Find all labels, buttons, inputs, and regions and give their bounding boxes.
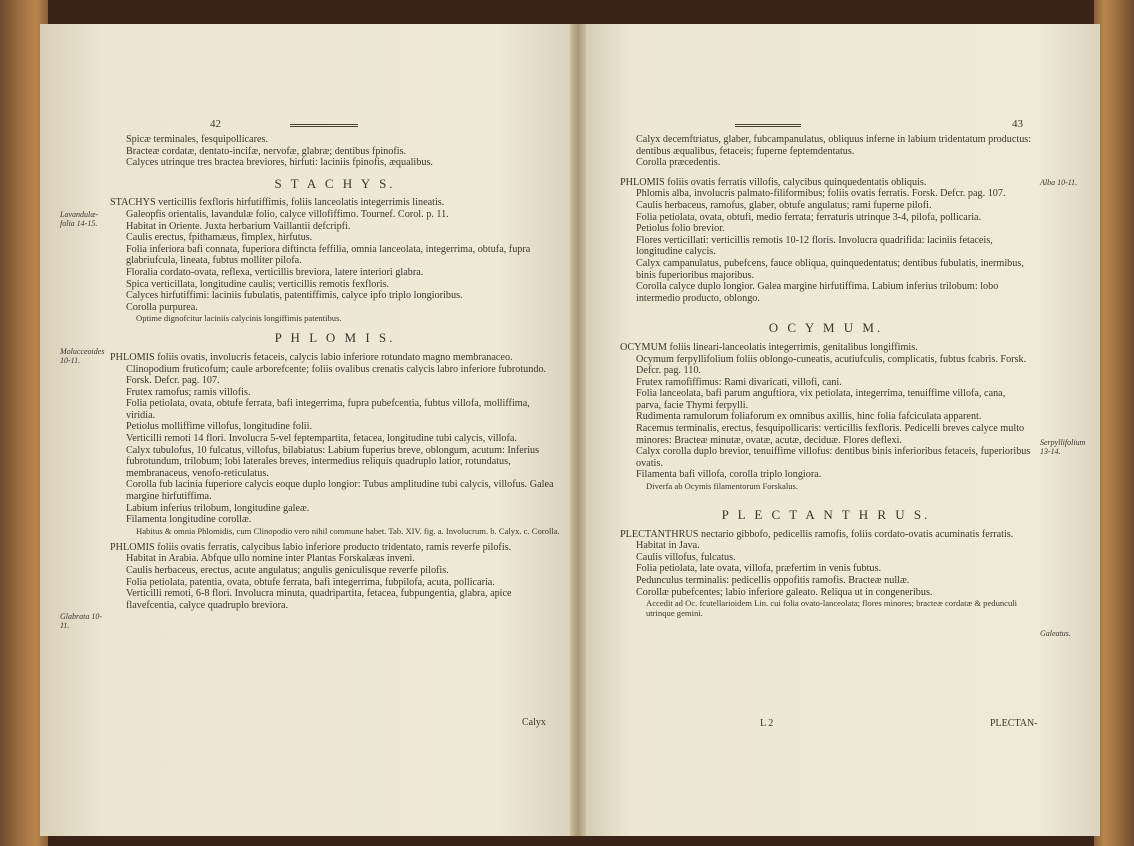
phlomis-alba-line: Caulis herbaceus, ramofus, glaber, obtufe angulatus; rami fuperne pilofi. xyxy=(636,199,932,211)
ocymum-line: Filamenta bafi villofa, corolla triplo longiora. xyxy=(636,469,822,481)
gutter xyxy=(570,24,586,836)
left-page-number: 42 xyxy=(210,118,221,130)
book-cover-right xyxy=(1094,0,1134,846)
right-catchword: PLECTAN- xyxy=(990,718,1038,729)
stachys-line: STACHYS verticillis fexfloris hirfutiffimis, foliis lanceolatis integerrimis lineatis. xyxy=(110,197,445,209)
phlomis-line: Frutex ramofus; ramis villofis. xyxy=(126,386,251,398)
margin-note-serpyllifolium: Serpyllifolium 13-14. xyxy=(1040,438,1086,456)
right-page-number: 43 xyxy=(1012,118,1023,130)
stachys-line: Corolla purpurea. xyxy=(126,301,198,313)
ocymum-heading: O C Y M U M. xyxy=(768,320,884,336)
phlomis-glabrata-line: PHLOMIS foliis ovatis ferratis, calycibus labio inferiore producto tridentato, ramis reverfe pilofis. xyxy=(110,541,512,553)
margin-note-alba: Alba 10-11. xyxy=(1040,178,1078,187)
phlomis-alba-line: Flores verticillati: verticillis remotis 10-12 floris. Involucra quadrifida: laciniis fetaceis, longitudine calycis. xyxy=(636,234,993,258)
phlomis-alba-line: Phlomis alba, involucris palmato-filiformibus; foliis ovatis ferratis. Forsk. Defcr. pag. 107. xyxy=(636,188,1006,200)
margin-note-lavandulaefolia: Lavandulæ-folia 14-15. xyxy=(60,210,99,228)
stachys-heading: S T A C H Y S. xyxy=(274,175,396,191)
stachys-line: Habitat in Oriente. Juxta herbarium Vaillantii defcripfi. xyxy=(126,220,351,232)
left-text-block xyxy=(110,134,560,611)
stachys-note: Optime dignofcitur laciniis calycinis longiffimis patentibus. xyxy=(136,313,342,324)
phlomis-line: Labium inferius trilobum, longitudine galeæ. xyxy=(126,502,310,514)
plectanthrus-heading: P L E C T A N T H R U S. xyxy=(721,507,931,523)
phlomis-alba-line: Corolla calyce duplo longior. Galea margine hirfutiffima. Labium inferius trilobum: lobo intermedio producto, oblongo. xyxy=(636,281,999,304)
left-line: Calyces utrinque tres bractea breviores, hirfuti: laciniis fpinofis, æqualibus. xyxy=(126,157,433,169)
phlomis-line: Filamenta longitudine corollæ. xyxy=(126,514,252,526)
left-line: Bracteæ cordatæ, dentato-incifæ, nervofæ, glabræ; dentibus fpinofis. xyxy=(126,145,407,157)
margin-note-molucceoides: Molucceoides 10-11. xyxy=(60,347,105,365)
plectanthrus-note: Accedit ad Oc. fcutellarioidem Lin. cui folia ovato-lanceolata; flores minores; bracteæ cordatæ & pedunculi utrinque gemini. xyxy=(646,598,1018,619)
left-catchword: Calyx xyxy=(522,717,546,728)
phlomis-glabrata-line: Caulis herbaceus, erectus, acute angulatus; angulis geniculisque reverfe pilofis. xyxy=(126,565,449,576)
plectanthrus-line: Folia petiolata, late ovata, villofa, præfertim in venis fubtus. xyxy=(636,563,882,575)
stachys-line: Floralia cordato-ovata, reflexa, verticillis breviora, latere interiori glabra. xyxy=(126,266,424,278)
ocymum-line: Calyx corolla duplo brevior, tenuiffime villofus: dentibus binis inferioribus fetaceis, fuperioribus ovatis. xyxy=(636,446,1031,469)
left-line: Spicæ terminales, fesquipollicares. xyxy=(126,134,269,145)
ocymum-line: OCYMUM foliis lineari-lanceolatis integerrimis, genitalibus longiffimis. xyxy=(620,341,918,353)
right-line: Corolla præcedentis. xyxy=(636,157,721,169)
plectanthrus-line: PLECTANTHRUS nectario gibbofo, pedicellis ramofis, foliis cordato-ovatis acuminatis ferratis. xyxy=(620,528,1014,540)
margin-note-galeatus: Galeatus. xyxy=(1040,629,1071,638)
phlomis-line: Corolla fub lacinia fuperiore calycis eoque duplo longior: Tubus amplitudine tubi calycis, villofus. Galea margine hirfutiffima. xyxy=(126,479,554,503)
signature-mark: L 2 xyxy=(760,718,774,729)
right-text-block xyxy=(620,134,1032,618)
phlomis-line: Verticilli remoti 14 flori. Involucra 5-vel feptempartita, fetacea, longitudine tubi calycis, villofa. xyxy=(126,433,517,445)
phlomis-line: Clinopodium fruticofum; caule arborefcente; foliis ovalibus crenatis calycis labro inferiore fubrotundo. Forsk. Defcr. pag. 107. xyxy=(126,363,547,387)
stachys-line: Caulis erectus, fpithamæus, fimplex, hirfutus. xyxy=(126,232,313,244)
phlomis-alba-line: Petiolus folio brevior. xyxy=(636,223,725,235)
plectanthrus-line: Corollæ pubefcentes; labio inferiore galeato. Reliqua ut in congeneribus. xyxy=(636,586,933,598)
phlomis-alba-line: PHLOMIS foliis ovatis ferratis villofis, calycibus quinquedentatis obliquis. xyxy=(620,176,927,188)
plectanthrus-line: Caulis villofus, fulcatus. xyxy=(636,551,736,563)
ocymum-line: Frutex ramofiffimus: Rami divaricati, villofi, cani. xyxy=(636,376,842,388)
phlomis-alba-line: Calyx campanulatus, pubefcens, fauce obliqua, quinquedentatus; dentibus fubulatis, inermibus, binis fuperioribus majoribus. xyxy=(636,257,1024,281)
ocymum-line: Racemus terminalis, erectus, fesquipollicaris: verticillis fexfloris. Pedicelli breves calyce multo minores: Bracteæ minutæ, ovatæ, acutæ, deciduæ. Flores deflexi. xyxy=(636,423,1025,446)
phlomis-glabrata-line: Folia petiolata, patentia, ovata, obtufe ferrata, bafi integerrima, fubpilofa, acuta, pollicaria. xyxy=(126,576,495,588)
stachys-line: Galeopfis orientalis, lavandulæ folio, calyce villofiffimo. Tournef. Corol. p. 11. xyxy=(126,208,449,220)
right-header-rule xyxy=(735,124,801,127)
stachys-line: Calyces hirfutiffimi: laciniis fubulatis, patentiffimis, calyce ipfo triplo longioribus. xyxy=(126,290,463,302)
phlomis-heading: P H L O M I S. xyxy=(274,330,396,346)
stachys-line: Folia inferiora bafi connata, fuperiora diftincta feffilia, omnia lanceolata, integerrima, obtufa, fupra glabriufcula, lineata, fubtus molliter pilofa. xyxy=(126,243,531,267)
ocymum-line: Folia lanceolata, bafi parum anguftiora, vix petiolata, integerrima, tenuiffime villofa, cana, parva, facie Thymi ferpylli. xyxy=(636,388,1006,411)
left-header-rule xyxy=(290,124,358,127)
phlomis-line: Folia petiolata, ovata, obtufe ferrata, bafi integerrima, fupra pubefcentia, fubtus villofa, molliffima, viridia. xyxy=(126,398,530,421)
phlomis-line: Petiolus molliffime villofus, longitudine folii. xyxy=(126,421,313,433)
ocymum-line: Ocymum ferpyllifolium foliis oblongo-cuneatis, acutiufculis, complicatis, fubtus fcabris. Forsk. Defcr. pag. 110. xyxy=(636,353,1027,377)
ocymum-line: Rudimenta ramulorum foliaforum ex omnibus axillis, hinc folia fafciculata apparent. xyxy=(636,411,982,423)
phlomis-alba-line: Folia petiolata, ovata, obtufi, medio ferrata; ferraturis utrinque 3-4, pilofa, pollicaria. xyxy=(636,211,982,223)
plectanthrus-line: Pedunculus terminalis: pedicellis oppofitis ramofis. Bracteæ nullæ. xyxy=(636,575,910,586)
phlomis-glabrata-line: Habitat in Arabia. Abfque ullo nomine inter Plantas Forskalæas inveni. xyxy=(126,553,415,565)
plectanthrus-line: Habitat in Java. xyxy=(636,540,700,552)
phlomis-note: Habitus & omnia Phlomidis, cum Clinopodio vero nihil commune habet. Tab. XIV. fig. a. Involucrum. b. Calyx. c. Corolla. xyxy=(136,525,560,536)
phlomis-glabrata-line: Verticilli remoti, 6-8 flori. Involucra minuta, quadripartita, fetacea, fubpungentia, glabra, apice flavefcentia, calyce quadruplo breviora. xyxy=(126,588,512,611)
margin-note-glabrata: Glabrata 10-11. xyxy=(60,612,102,630)
stachys-line: Spica verticillata, longitudine caulis; verticillis remotis fexfloris. xyxy=(126,278,390,290)
phlomis-line: PHLOMIS foliis ovatis, involucris fetaceis, calycis labio inferiore rotundato magno membranaceo. xyxy=(110,351,513,363)
right-line: Calyx decemftriatus, glaber, fubcampanulatus, obliquus inferne in labium tridentatum productus: dentibus æqualibus, fetaceis; fuperne feptemdentatus. xyxy=(636,134,1032,157)
ocymum-note: Diverfa ab Ocymis filamentorum Forskalus. xyxy=(646,481,799,492)
phlomis-line: Calyx tubulofus, 10 fulcatus, villofus, bilabiatus: Labium fuperius breve, oblongum, acutum: Inferius fubrotundum, trilobum; lobi laterales breves, intermedius reliquis quadruplo latior, rotundatus, membranaceus, venofo-reticulatus. xyxy=(126,444,540,479)
